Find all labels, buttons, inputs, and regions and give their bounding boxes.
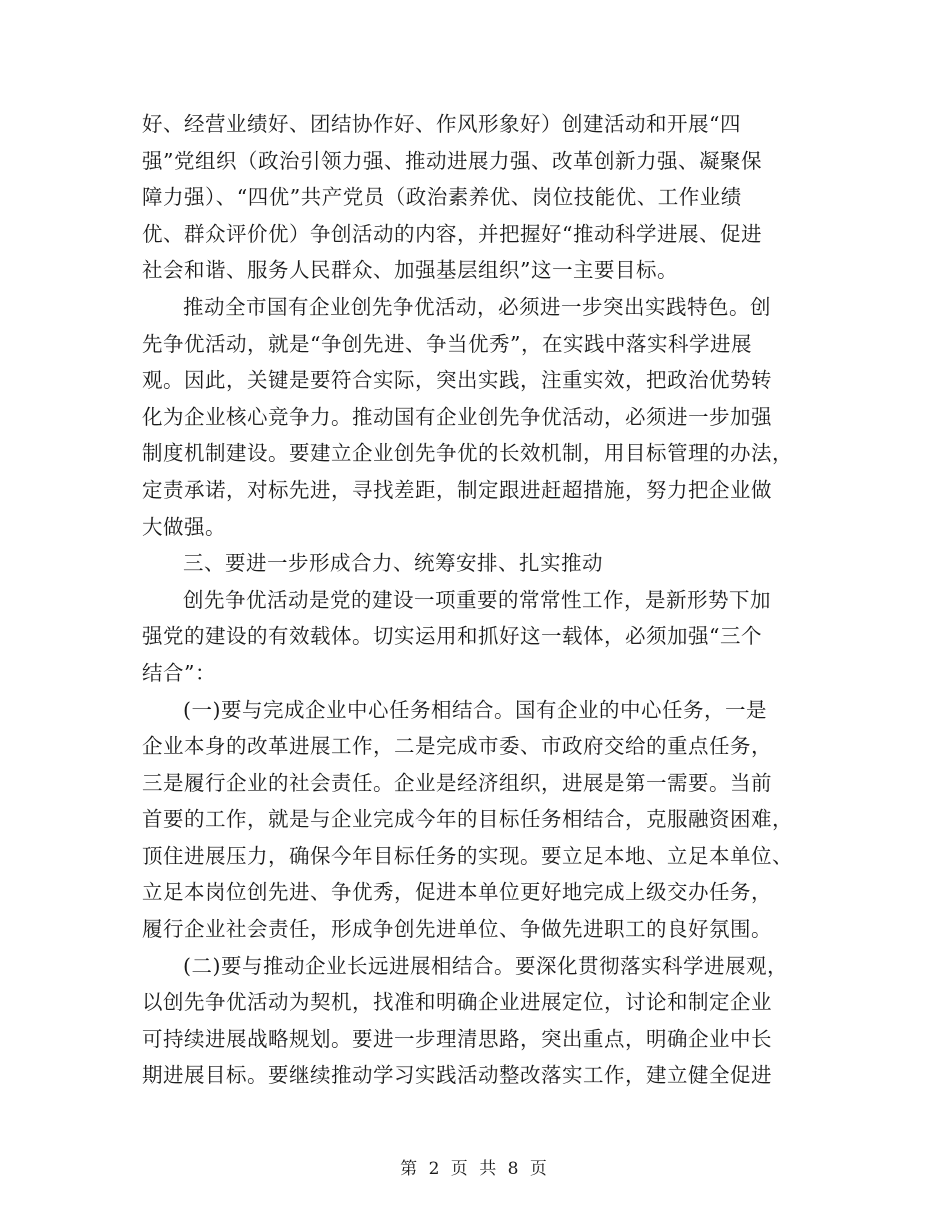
text-line: (一)要与完成企业中心任务相结合。国有企业的中心任务，一是 xyxy=(183,697,767,722)
text-line: 三是履行企业的社会责任。企业是经济组织，进展是第一需要。当前 xyxy=(142,770,772,795)
text-line: 强党的建设的有效载体。切实运用和抓好这一载体，必须加强“三个 xyxy=(142,624,762,649)
text-line: 企业本身的改革进展工作，二是完成市委、市政府交给的重点任务， xyxy=(142,734,772,759)
text-line: (二)要与推动企业长远进展相结合。要深化贯彻落实科学进展观， xyxy=(183,953,788,978)
text-line: 履行企业社会责任，形成争创先进单位、争做先进职工的良好氛围。 xyxy=(142,917,772,942)
page-number-footer: 第 2 页 共 8 页 xyxy=(400,1159,550,1179)
text-line: 结合”： xyxy=(142,660,216,685)
text-line: 强”党组织（政治引领力强、推动进展力强、改革创新力强、凝聚保 xyxy=(142,148,762,173)
text-line: 立足本岗位创先进、争优秀，促进本单位更好地完成上级交办任务， xyxy=(142,880,772,905)
text-line: 顶住进展压力，确保今年目标任务的实现。要立足本地、立足本单位、 xyxy=(142,843,793,868)
text-line: 观。因此，关键是要符合实际，突出实践，注重实效，把政治优势转 xyxy=(142,368,772,393)
text-line: 推动全市国有企业创先争优活动，必须进一步突出实践特色。创 xyxy=(183,294,771,319)
text-line: 可持续进展战略规划。要进一步理清思路，突出重点，明确企业中长 xyxy=(142,1026,772,1051)
text-line: 先争优活动，就是“争创先进、争当优秀”，在实践中落实科学进展 xyxy=(142,331,752,356)
document-body xyxy=(142,106,810,1094)
text-line: 好、经营业绩好、团结协作好、作风形象好）创建活动和开展“四 xyxy=(142,112,741,136)
text-line: 定责承诺，对标先进，寻找差距，制定跟进赶超措施，努力把企业做 xyxy=(142,477,772,502)
text-line: 大做强。 xyxy=(142,514,226,539)
text-line: 化为企业核心竞争力。推动国有企业创先争优活动，必须进一步加强 xyxy=(142,404,772,429)
text-line: 首要的工作，就是与企业完成今年的目标任务相结合，克服融资困难， xyxy=(142,807,793,832)
text-line: 社会和谐、服务人民群众、加强基层组织”这一主要目标。 xyxy=(142,258,678,283)
text-line: 期进展目标。要继续推动学习实践活动整改落实工作，建立健全促进 xyxy=(142,1063,772,1088)
text-line: 以创先争优活动为契机，找准和明确企业进展定位，讨论和制定企业 xyxy=(142,990,772,1015)
text-line: 障力强）、“四优”共产党员（政治素养优、岗位技能优、工作业绩 xyxy=(142,185,742,210)
text-line: 制度机制建设。要建立企业创先争优的长效机制，用目标管理的办法， xyxy=(142,441,793,466)
text-line: 三、要进一步形成合力、统筹安排、扎实推动 xyxy=(183,551,603,576)
text-line: 优、群众评价优）争创活动的内容，并把握好“推动科学进展、促进 xyxy=(142,221,762,246)
text-line: 创先争优活动是党的建设一项重要的常常性工作，是新形势下加 xyxy=(183,587,771,612)
